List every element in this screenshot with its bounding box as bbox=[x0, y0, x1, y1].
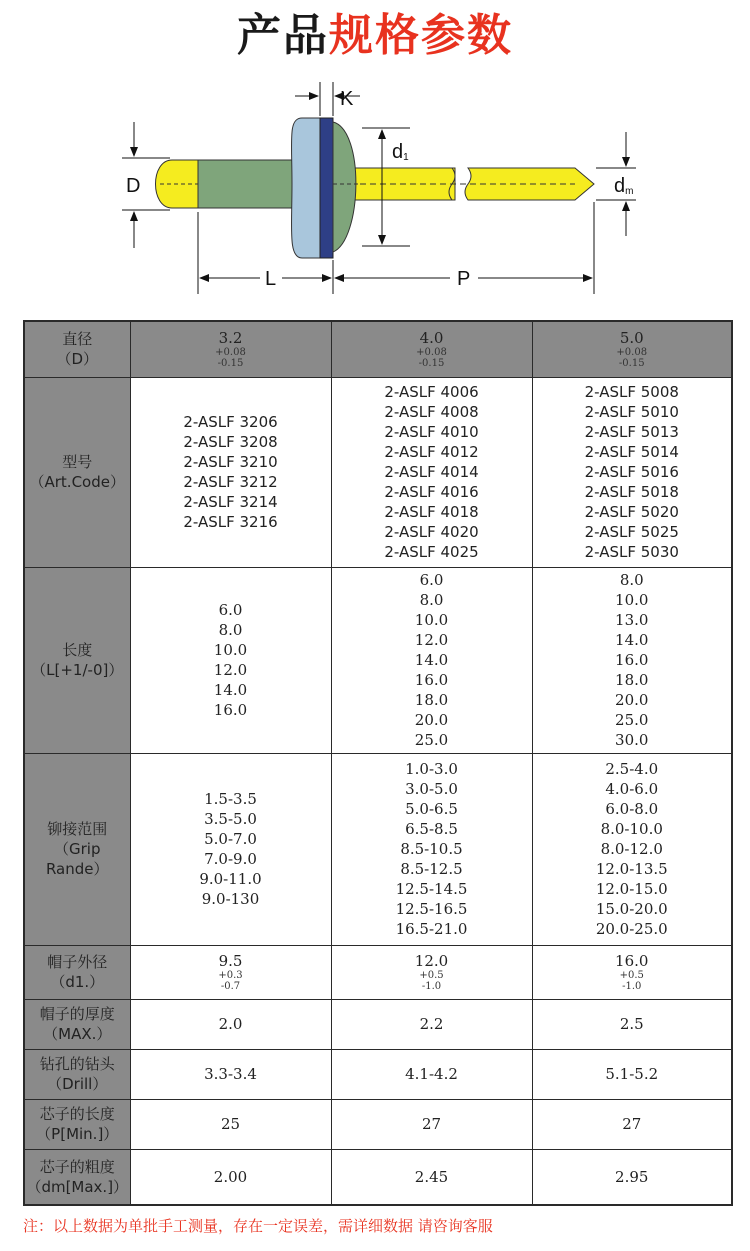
label-mandrel-diameter-en: （dm[Max.]） bbox=[26, 1177, 129, 1196]
list-item: 2-ASLF 5008 bbox=[584, 383, 679, 401]
label-head-thickness-cn: 帽子的厚度 bbox=[39, 1005, 115, 1023]
row-head-diameter bbox=[24, 945, 732, 999]
list-item: 2-ASLF 4020 bbox=[384, 523, 479, 541]
diameter-value: 3.2 bbox=[218, 328, 243, 347]
list-item: 2-ASLF 5030 bbox=[584, 543, 679, 561]
grip-list bbox=[331, 753, 532, 945]
list-item: 2-ASLF 3214 bbox=[183, 493, 278, 511]
list-item: 12.0-15.0 bbox=[595, 880, 668, 898]
head-thickness-value: 2.2 bbox=[331, 999, 532, 1049]
dim-k-label: K bbox=[340, 88, 354, 110]
dim-d-label: D bbox=[126, 175, 141, 197]
list-item: 8.0 bbox=[619, 571, 644, 589]
head-thickness-value: 2.0 bbox=[130, 999, 331, 1049]
list-item: 2-ASLF 4012 bbox=[384, 443, 479, 461]
label-head-thickness bbox=[24, 999, 130, 1049]
label-head-diameter-en: （d1.） bbox=[50, 973, 105, 991]
label-drill bbox=[24, 1049, 130, 1099]
list-item: 2-ASLF 3208 bbox=[183, 433, 278, 451]
list-item: 18.0 bbox=[615, 671, 649, 689]
list-item: 2-ASLF 5013 bbox=[584, 423, 679, 441]
diameter-tol-minus: -0.15 bbox=[418, 357, 445, 369]
list-item: 1.0-3.0 bbox=[405, 760, 458, 778]
diameter-cell bbox=[331, 321, 532, 377]
list-item: 2-ASLF 5025 bbox=[584, 523, 679, 541]
list-item: 12.0 bbox=[213, 661, 248, 679]
length-list bbox=[331, 567, 532, 753]
list-item: 25.0 bbox=[615, 711, 649, 729]
list-item: 6.5-8.5 bbox=[405, 820, 458, 838]
diameter-tol-minus: -0.15 bbox=[618, 357, 645, 369]
head-diameter-tol-plus: +0.5 bbox=[619, 969, 644, 981]
list-item: 2-ASLF 5014 bbox=[584, 443, 679, 461]
label-model-cn: 型号 bbox=[62, 453, 93, 471]
label-grip bbox=[24, 753, 130, 945]
list-item: 18.0 bbox=[414, 691, 449, 709]
length-list bbox=[532, 567, 732, 753]
diameter-tol-plus: +0.08 bbox=[215, 346, 246, 358]
model-list bbox=[532, 377, 732, 567]
list-item: 5.0-7.0 bbox=[204, 830, 257, 848]
list-item: 2-ASLF 4018 bbox=[384, 503, 479, 521]
list-item: 10.0 bbox=[414, 611, 449, 629]
head-diameter-tol-plus: +0.5 bbox=[419, 969, 444, 981]
label-head-thickness-en: （MAX.） bbox=[43, 1025, 112, 1043]
label-model bbox=[24, 377, 130, 567]
list-item: 2-ASLF 3212 bbox=[183, 473, 278, 491]
model-list bbox=[331, 377, 532, 567]
label-grip-cn: 铆接范围 bbox=[47, 820, 108, 838]
list-item: 2-ASLF 5020 bbox=[584, 503, 679, 521]
list-item: 2-ASLF 4006 bbox=[384, 383, 479, 401]
label-drill-cn: 钻孔的钻头 bbox=[39, 1055, 115, 1073]
diameter-cell bbox=[130, 321, 331, 377]
rivet-head-dome bbox=[333, 122, 356, 252]
diameter-tol-minus: -0.15 bbox=[217, 357, 244, 369]
label-diameter-en: （D） bbox=[56, 350, 99, 369]
model-list bbox=[130, 377, 331, 567]
list-item: 2-ASLF 5010 bbox=[584, 403, 679, 421]
mandrel-diameter-value: 2.45 bbox=[331, 1149, 532, 1205]
list-item: 2.5-4.0 bbox=[605, 760, 659, 778]
mandrel-length-value: 25 bbox=[130, 1099, 331, 1149]
list-item: 7.0-9.0 bbox=[204, 850, 257, 868]
list-item: 9.0-11.0 bbox=[199, 870, 262, 888]
list-item: 2-ASLF 4014 bbox=[384, 463, 479, 481]
label-mandrel-diameter-cn: 芯子的粗度 bbox=[39, 1157, 115, 1176]
list-item: 12.0 bbox=[414, 631, 449, 649]
label-mandrel-diameter bbox=[24, 1149, 130, 1205]
list-item: 14.0 bbox=[615, 631, 649, 649]
list-item: 2-ASLF 4025 bbox=[384, 543, 479, 561]
label-diameter-cn: 直径 bbox=[62, 330, 93, 349]
grip-list bbox=[130, 753, 331, 945]
list-item: 3.0-5.0 bbox=[405, 780, 458, 798]
spec-table bbox=[23, 320, 733, 1206]
list-item: 8.0 bbox=[419, 591, 444, 609]
list-item: 2-ASLF 4010 bbox=[384, 423, 479, 441]
label-mandrel-length-en: （P[Min.]） bbox=[36, 1125, 119, 1143]
row-diameter bbox=[24, 321, 732, 377]
list-item: 20.0 bbox=[414, 711, 449, 729]
diameter-value: 5.0 bbox=[619, 328, 644, 347]
list-item: 16.0 bbox=[213, 701, 248, 719]
label-mandrel-length bbox=[24, 1099, 130, 1149]
drill-value: 5.1-5.2 bbox=[532, 1049, 732, 1099]
list-item: 3.5-5.0 bbox=[204, 810, 257, 828]
list-item: 8.5-12.5 bbox=[400, 860, 463, 878]
dim-l-label: L bbox=[265, 268, 277, 290]
footnote: 注：以上数据为单批手工测量，存在一定误差，需详细数据 请咨询客服 bbox=[23, 1217, 493, 1235]
head-diameter-cell bbox=[331, 945, 532, 999]
list-item: 2-ASLF 5016 bbox=[584, 463, 679, 481]
list-item: 2-ASLF 3206 bbox=[183, 413, 278, 431]
mandrel-length-value: 27 bbox=[532, 1099, 732, 1149]
mandrel-diameter-value: 2.00 bbox=[130, 1149, 331, 1205]
head-diameter-value: 16.0 bbox=[615, 951, 649, 970]
head-diameter-value: 12.0 bbox=[414, 951, 449, 970]
grip-list bbox=[532, 753, 732, 945]
list-item: 16.0 bbox=[414, 671, 449, 689]
list-item: 13.0 bbox=[615, 611, 649, 629]
list-item: 14.0 bbox=[213, 681, 248, 699]
mandrel-diameter-value: 2.95 bbox=[532, 1149, 732, 1205]
list-item: 30.0 bbox=[615, 731, 649, 749]
list-item: 2-ASLF 3210 bbox=[183, 453, 278, 471]
list-item: 10.0 bbox=[615, 591, 649, 609]
diameter-tol-plus: +0.08 bbox=[416, 346, 447, 358]
list-item: 8.0 bbox=[218, 621, 243, 639]
head-diameter-tol-minus: -1.0 bbox=[421, 980, 442, 992]
head-diameter-value: 9.5 bbox=[218, 951, 243, 970]
mandrel-length-value: 27 bbox=[331, 1099, 532, 1149]
title-part-2: 规格参数 bbox=[329, 10, 513, 61]
list-item: 1.5-3.5 bbox=[204, 790, 257, 808]
label-drill-en: （Drill） bbox=[47, 1075, 108, 1093]
list-item: 2-ASLF 4008 bbox=[384, 403, 479, 421]
list-item: 8.0-12.0 bbox=[600, 840, 663, 858]
drill-value: 4.1-4.2 bbox=[331, 1049, 532, 1099]
row-mandrel-diameter bbox=[24, 1149, 732, 1205]
label-length bbox=[24, 567, 130, 753]
list-item: 12.5-14.5 bbox=[395, 880, 468, 898]
label-head-diameter-cn: 帽子外径 bbox=[47, 953, 108, 971]
label-grip-en: （Grip Rande） bbox=[45, 840, 109, 878]
label-mandrel-length-cn: 芯子的长度 bbox=[39, 1105, 115, 1123]
list-item: 16.0 bbox=[615, 651, 649, 669]
label-diameter bbox=[24, 321, 130, 377]
list-item: 14.0 bbox=[414, 651, 449, 669]
head-thickness-value: 2.5 bbox=[532, 999, 732, 1049]
diameter-value: 4.0 bbox=[419, 328, 444, 347]
list-item: 5.0-6.5 bbox=[405, 800, 458, 818]
list-item: 6.0 bbox=[218, 601, 243, 619]
list-item: 20.0-25.0 bbox=[595, 920, 668, 938]
rivet-diagram bbox=[0, 70, 750, 310]
label-length-cn: 长度 bbox=[62, 641, 93, 659]
rivet-head-band bbox=[320, 118, 333, 258]
list-item: 20.0 bbox=[615, 691, 649, 709]
head-diameter-tol-minus: -1.0 bbox=[622, 980, 642, 992]
list-item: 16.5-21.0 bbox=[395, 920, 468, 938]
list-item: 12.5-16.5 bbox=[395, 900, 468, 918]
list-item: 25.0 bbox=[414, 731, 449, 749]
list-item: 8.5-10.5 bbox=[400, 840, 463, 858]
list-item: 6.0 bbox=[419, 571, 444, 589]
list-item: 4.0-6.0 bbox=[605, 780, 659, 798]
list-item: 12.0-13.5 bbox=[595, 860, 668, 878]
dim-dm-label: dm bbox=[614, 175, 634, 197]
row-mandrel-length bbox=[24, 1099, 732, 1149]
list-item: 15.0-20.0 bbox=[595, 900, 668, 918]
row-head-thickness bbox=[24, 999, 732, 1049]
label-length-en: （L[+1/-0]） bbox=[31, 661, 124, 679]
drill-value: 3.3-3.4 bbox=[130, 1049, 331, 1099]
row-length bbox=[24, 567, 732, 753]
head-diameter-tol-plus: +0.3 bbox=[218, 969, 243, 981]
page-title bbox=[0, 6, 750, 66]
list-item: 2-ASLF 5018 bbox=[584, 483, 679, 501]
row-drill bbox=[24, 1049, 732, 1099]
label-head-diameter bbox=[24, 945, 130, 999]
dim-d1-label: d1 bbox=[392, 141, 409, 163]
list-item: 2-ASLF 4016 bbox=[384, 483, 479, 501]
head-diameter-cell bbox=[532, 945, 732, 999]
dim-p-label: P bbox=[457, 268, 471, 290]
list-item: 2-ASLF 3216 bbox=[183, 513, 278, 531]
rivet-head-blue bbox=[291, 118, 320, 258]
label-model-en: （Art.Code） bbox=[29, 473, 125, 491]
head-diameter-cell bbox=[130, 945, 331, 999]
row-model bbox=[24, 377, 732, 567]
row-grip bbox=[24, 753, 732, 945]
diameter-tol-plus: +0.08 bbox=[616, 346, 648, 358]
list-item: 10.0 bbox=[213, 641, 248, 659]
diameter-cell bbox=[532, 321, 732, 377]
list-item: 6.0-8.0 bbox=[605, 800, 659, 818]
length-list bbox=[130, 567, 331, 753]
list-item: 8.0-10.0 bbox=[600, 820, 663, 838]
title-part-1: 产品 bbox=[237, 10, 329, 61]
head-diameter-tol-minus: -0.7 bbox=[220, 980, 241, 992]
list-item: 9.0-130 bbox=[201, 890, 260, 908]
